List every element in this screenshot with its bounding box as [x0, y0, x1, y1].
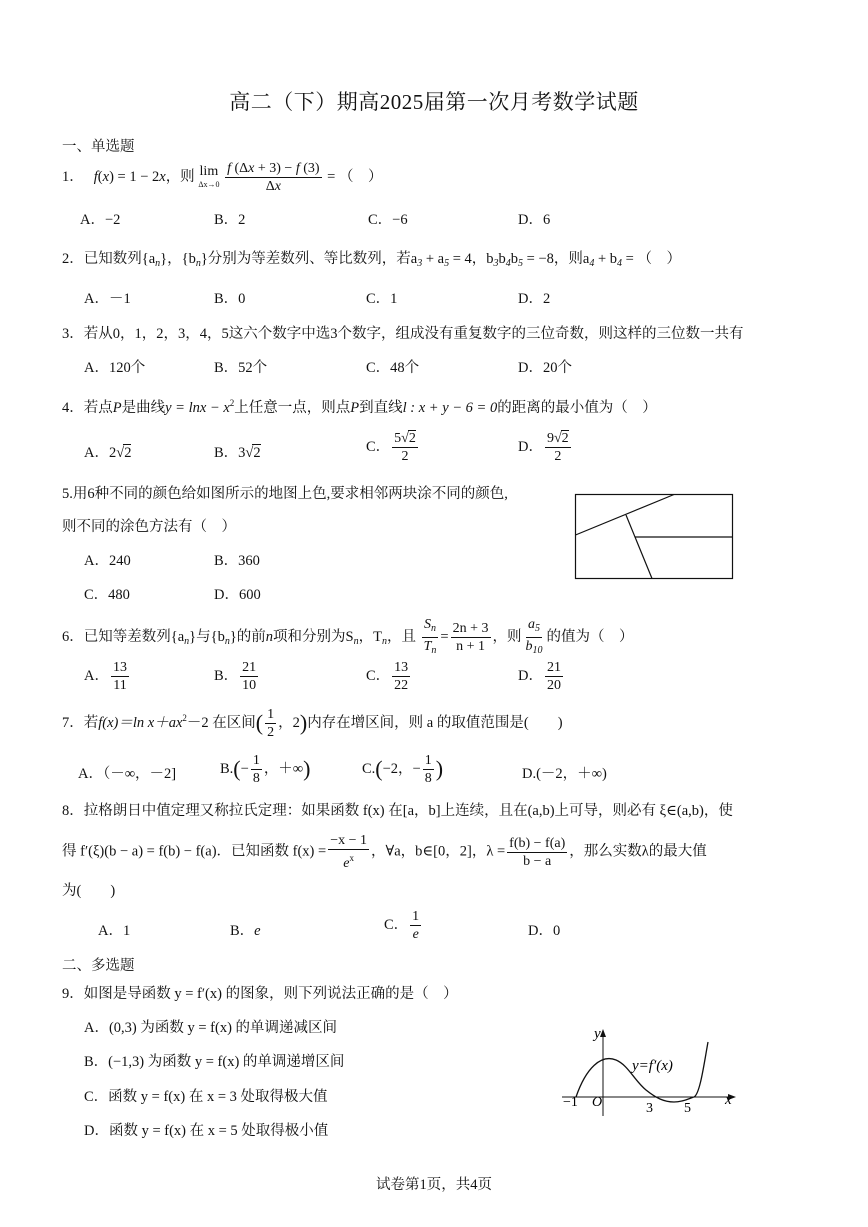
q2-option-c: C．1 — [366, 291, 398, 307]
q5-option-b: B．360 — [214, 553, 260, 569]
q7-option-b: B.(− $\frac{1}{8}$ ，＋∞) — [220, 753, 311, 786]
question-8-line3: 为( ) — [62, 883, 116, 899]
section-multiple-choice: 二、多选题 — [62, 958, 135, 974]
question-9: 9．如图是导函数 y = f′(x) 的图象，则下列说法正确的是（ ） — [62, 986, 458, 1002]
tick-minus-one: −1 — [563, 1095, 578, 1110]
q8-option-c: C． $\frac{1}{e}$ — [384, 909, 420, 942]
tick-5: 5 — [684, 1101, 691, 1116]
q4-option-b: B．3√2 — [214, 445, 261, 461]
q6-option-a: A． $\frac{13}{11}$ — [84, 660, 127, 693]
map-diagram — [574, 493, 734, 581]
q6-option-c: C． $\frac{13}{22}$ — [366, 660, 409, 693]
section-single-choice: 一、单选题 — [62, 139, 135, 155]
question-3: 3．若从0，1，2，3，4，5这六个数字中选3个数字，组成没有重复数字的三位奇数，则这样的三位数一共有 — [62, 326, 744, 342]
origin-label: O — [592, 1095, 603, 1110]
q8-option-b: B．e — [230, 923, 261, 939]
q6-option-d: D． $\frac{21}{20}$ — [518, 660, 561, 693]
q7-option-a: A．（－∞，－2] — [78, 766, 177, 782]
q9-option-a: A．(0,3) 为函数 y = f(x) 的单调递减区间 — [84, 1020, 338, 1036]
question-5-line2: 则不同的涂色方法有（ ） — [62, 519, 236, 535]
question-4: 4．若点P是曲线$y = \ln x - x^2$上任意一点，则点P到直线l : x + y − 6 = 0的距离的最小值为（ ） — [62, 398, 657, 416]
question-1: 1． f(x) = 1 − 2x，则 lim Δx→0 $\frac{f (\Delta x + 3) - f (3)}{\Delta x}$ = （ ） — [62, 161, 383, 194]
axis-y-label: y — [594, 1026, 601, 1042]
q1-option-a: A．−2 — [80, 212, 121, 228]
question-2: 2．已知数列$\{a_n\}$，$\{b_n\}$分别为等差数列、等比数列，若$a_3 + a_5 = 4$，$b_3b_4b_5 = -8$，则$a_4 + b_4$ = （ ） — [62, 251, 681, 269]
tick-3: 3 — [646, 1101, 653, 1116]
q5-option-a: A．240 — [84, 553, 131, 569]
q3-option-b: B．52个 — [214, 360, 268, 376]
question-8-line1: 8．拉格朗日中值定理又称拉氏定理：如果函数 f(x) 在[a，b]上连续，且在(a,b)上可导，则必有 ξ∈(a,b)，使 — [62, 803, 733, 819]
q2-option-d: D．2 — [518, 291, 551, 307]
q8-option-a: A．1 — [98, 923, 131, 939]
q8-option-d: D．0 — [528, 923, 561, 939]
q7-option-d: D.(－2，＋∞) — [522, 766, 607, 782]
q9-option-b: B．(−1,3) 为函数 y = f(x) 的单调递增区间 — [84, 1054, 345, 1070]
q1-option-c: C．−6 — [368, 212, 408, 228]
axis-x-label: x — [725, 1092, 732, 1108]
q5-option-c: C．480 — [84, 587, 130, 603]
q4-option-a: A．2√2 — [84, 445, 132, 461]
q9-option-c: C．函数 y = f(x) 在 x = 3 处取得极大值 — [84, 1089, 328, 1105]
page-footer: 试卷第1页，共4页 — [376, 1177, 492, 1193]
q3-option-c: C．48个 — [366, 360, 420, 376]
q2-option-b: B．0 — [214, 291, 246, 307]
q7-option-c: C.(−2，− $\frac{1}{8}$ ) — [362, 753, 444, 786]
question-6: 6．已知等差数列$\{a_n\}$与$\{b_n\}$的前n项和分别为$S_n$，$T_n$，且 $\frac{S_n}{T_n}$ = $\frac{2n + 3}{n + 1}$ ，则 $\frac{a_5}{b_{10}}$ 的值为（ ） — [62, 617, 634, 656]
q6-option-b: B． $\frac{21}{10}$ — [214, 660, 257, 693]
page-title: 高二（下）期高2025届第一次月考数学试题 — [229, 90, 639, 114]
q9-option-d: D．函数 y = f(x) 在 x = 5 处取得极小值 — [84, 1123, 329, 1139]
q3-option-a: A．120个 — [84, 360, 146, 376]
question-7: 7．若f(x)＝ln $x+ax^2-2$ 在区间( $\frac{1}{2}$ ，2)内存在增区间，则 a 的取值范围是( ) — [62, 707, 563, 740]
q2-option-a: A．－1 — [84, 291, 131, 307]
q5-option-d: D．600 — [214, 587, 261, 603]
q4-option-d: D． $\frac{9√2}{2}$ — [518, 431, 569, 464]
q3-option-d: D．20个 — [518, 360, 572, 376]
question-5-line1: 5.用6种不同的颜色给如图所示的地图上色,要求相邻两块涂不同的颜色, — [62, 486, 508, 502]
question-8-line2: 得 f′(ξ)(b − a) = f(b) − f(a)．已知函数 f(x) = $\frac{-x - 1}{e^x}$ ，∀a，b∈[0，2]，λ = $\frac{f(b) - f(a)}{b - a}$ ，那么实数λ的最大值 — [62, 833, 707, 871]
q1-option-d: D．6 — [518, 212, 551, 228]
q1-option-b: B．2 — [214, 212, 246, 228]
q4-option-c: C． $\frac{5√2}{2}$ — [366, 431, 416, 464]
derivative-graph — [556, 1024, 742, 1120]
curve-label: y=f′(x) — [632, 1058, 673, 1074]
